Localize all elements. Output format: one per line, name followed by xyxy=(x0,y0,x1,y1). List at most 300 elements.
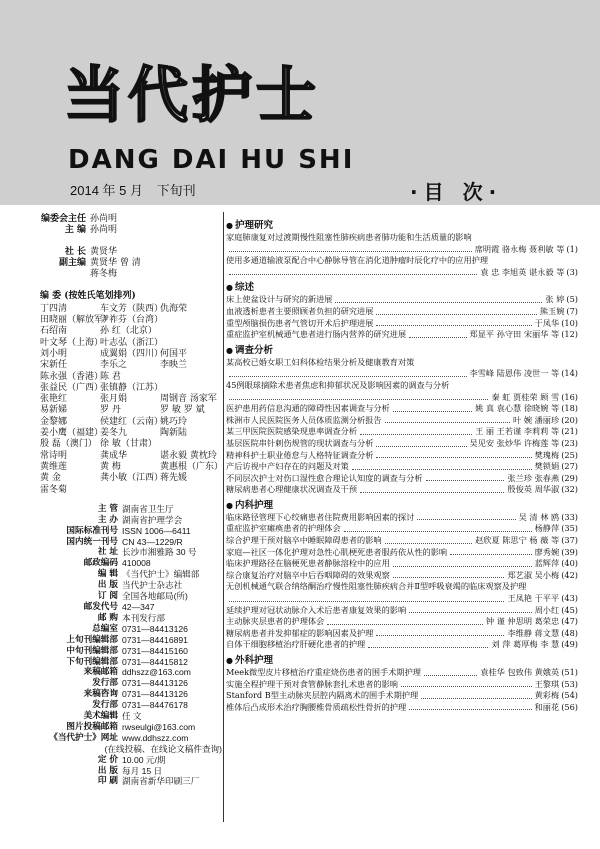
article-title: 基层医院串针刺伤规管的现状调查与分析 xyxy=(226,437,374,448)
editor-name: 姜冬九 xyxy=(100,428,128,439)
leader-dots xyxy=(409,329,466,338)
article-authors: 廖秀婉 xyxy=(534,546,560,557)
publisher-row xyxy=(40,733,222,744)
publisher-row xyxy=(40,711,222,722)
publisher-row xyxy=(40,602,222,613)
article-page: (14) xyxy=(561,368,578,379)
publisher-value: 10.00 元/期 xyxy=(122,754,166,765)
toc-section-heading: ● 外科护理 xyxy=(226,654,578,667)
publisher-value: 湖南省卫生厅 xyxy=(122,503,174,514)
editor-name: 陶新陆 xyxy=(160,428,188,439)
toc-article-row[interactable] xyxy=(226,535,578,547)
toc-article-authors-row[interactable] xyxy=(226,244,578,256)
publisher-row xyxy=(40,613,222,624)
publisher-row xyxy=(40,766,222,777)
toc-article-row[interactable] xyxy=(226,667,578,679)
editor-name: 罗 敏 罗 斌 xyxy=(160,405,205,416)
article-title: 无创机械通气联合纳络酮治疗慢性阻塞性肺疾病合并Ⅱ型呼吸衰竭的临床观察及护理 xyxy=(226,581,527,592)
article-page: (10) xyxy=(561,317,578,328)
publisher-row xyxy=(40,667,222,678)
article-page: (53) xyxy=(561,678,578,689)
publisher-info xyxy=(40,504,222,788)
toc-article-title-row[interactable] xyxy=(226,380,578,392)
publisher-label xyxy=(40,744,105,755)
publisher-row xyxy=(40,700,222,711)
publisher-label: 社 址 xyxy=(97,547,118,558)
leader-dots xyxy=(376,306,536,315)
article-authors: 席明霞 骆永梅 聂利敏 等 xyxy=(474,243,565,254)
leader-dots xyxy=(376,450,531,459)
publisher-value: 《当代护士》编辑部 xyxy=(122,569,200,580)
editor-name: 宋新任 xyxy=(40,360,68,371)
masthead-row xyxy=(40,225,222,236)
editor-name: 易新娣 xyxy=(40,405,68,416)
toc-article-row[interactable] xyxy=(226,484,578,496)
article-page: (18) xyxy=(561,403,578,414)
article-title: 家庭—社区一体化护理对急性心肌梗死患者服药依从性的影响 xyxy=(226,546,448,557)
editor-name xyxy=(160,315,218,326)
editor-name: 石绍南 xyxy=(40,326,68,337)
publisher-row xyxy=(40,526,222,537)
publisher-row xyxy=(40,547,222,558)
editor-name xyxy=(100,485,158,496)
toc-section-heading: ● 内科护理 xyxy=(226,499,578,512)
publisher-label: 主 办 xyxy=(97,514,118,525)
article-title: 自体干细胞移植治疗肝硬化患者的护理 xyxy=(226,639,366,650)
toc-article-row[interactable] xyxy=(226,403,578,415)
article-page: (33) xyxy=(561,511,578,522)
toc-article-row[interactable] xyxy=(226,558,578,570)
editors-title: 编 委 (按姓氏笔划排列) xyxy=(40,291,136,302)
editor-name: 龚小敏（江西） xyxy=(100,473,164,484)
leader-dots xyxy=(424,667,477,676)
chair-name: 孙尚明 xyxy=(90,214,118,224)
article-page: (45) xyxy=(561,604,578,615)
article-authors: 吴 清 林 鸥 xyxy=(518,511,560,522)
publisher-row xyxy=(40,624,222,635)
leader-dots xyxy=(229,593,504,602)
publisher-value: 0731—84413126 xyxy=(122,623,188,634)
publisher-value: 0731—84415812 xyxy=(122,656,188,667)
editor-name: 黄 梅 xyxy=(100,461,121,472)
publisher-value: 42—347 xyxy=(122,601,155,612)
toc-article-row[interactable] xyxy=(226,450,578,462)
article-page: (5) xyxy=(566,294,578,305)
publisher-label: 印 刷 xyxy=(97,776,118,787)
editor-name: 谌永毅 黄枕玲 xyxy=(160,450,217,461)
publisher-row xyxy=(40,689,222,700)
toc-article-authors-row[interactable] xyxy=(226,392,578,404)
publisher-value: 湖南省护理学会 xyxy=(122,514,183,525)
article-page: (56) xyxy=(561,701,578,712)
article-title: 45例眼球摘除术患者焦虑和抑郁状况及影响因素的调查与分析 xyxy=(226,379,450,390)
leader-dots xyxy=(393,558,532,567)
article-authors: 张兰珍 张春燕 xyxy=(507,472,560,483)
editor-name: 雷冬菊 xyxy=(40,484,68,495)
article-title: 延续护理对冠状动脉介入术后患者康复效果的影响 xyxy=(226,604,407,615)
masthead-row xyxy=(40,269,222,280)
publisher-label: 国内统一刊号 xyxy=(66,536,118,547)
editor-name xyxy=(160,372,218,383)
leader-dots xyxy=(368,639,488,648)
article-title: Stanford B型主动脉夹层腔内隔离术的围手术期护理 xyxy=(226,690,419,701)
article-authors: 张 婷 xyxy=(545,294,565,305)
article-page: (54) xyxy=(561,690,578,701)
publisher-row xyxy=(40,657,222,668)
toc-section-heading: ● 护理研究 xyxy=(226,219,578,232)
publisher-label: 邮发代号 xyxy=(83,601,118,612)
publisher-label: 总编室 xyxy=(92,623,118,634)
editor-name: 陈永强（香港） xyxy=(40,371,104,382)
leader-dots xyxy=(409,605,531,614)
leader-dots xyxy=(335,294,542,303)
masthead-row xyxy=(40,247,222,258)
editor-label: 主 编 xyxy=(64,225,86,236)
article-page: (35) xyxy=(561,523,578,534)
article-page: (7) xyxy=(566,305,578,316)
editor-name: 陈 君 xyxy=(100,371,121,382)
article-authors: 杨静萍 xyxy=(534,523,560,534)
publisher-label: 邮 购 xyxy=(97,612,118,623)
publisher-label: 出 版 xyxy=(97,580,118,591)
article-title: 精神科护士职业倦怠与人格特征调查分析 xyxy=(226,449,374,460)
publisher-row xyxy=(40,537,222,548)
editor-name xyxy=(160,439,218,450)
article-title: 主动脉夹层患者的护理体会 xyxy=(226,616,325,627)
article-page: (20) xyxy=(561,414,578,425)
article-page: (21) xyxy=(561,426,578,437)
leader-dots xyxy=(376,438,466,447)
contents-heading-label: 目 次 xyxy=(423,180,489,204)
article-authors: 姚 真 袁心慧 徐晓婉 等 xyxy=(475,403,560,414)
article-title: 实施全程护理干预对食管静脉套扎术患者的影响 xyxy=(226,678,398,689)
toc-section-heading: ● 调查分析 xyxy=(226,344,578,357)
article-authors: 和丽花 xyxy=(534,701,560,712)
editor-name: 罗 丹 xyxy=(100,405,121,416)
publisher-row xyxy=(40,569,222,580)
article-page: (51) xyxy=(561,667,578,677)
article-page: (25) xyxy=(561,449,578,460)
toc-article-row[interactable] xyxy=(226,294,578,306)
journal-title-cn: 当代护士 xyxy=(64,61,320,131)
toc-article-row[interactable] xyxy=(226,473,578,485)
article-authors: 郑艺淑 吴小梅 xyxy=(507,569,560,580)
article-page: (29) xyxy=(561,472,578,483)
article-page: (12) xyxy=(561,329,578,340)
editor-name: 李映兰 xyxy=(160,360,188,371)
article-title: 重症监护室瘫痪患者的护理体会 xyxy=(226,523,341,534)
publisher-value: 410008 xyxy=(122,558,151,569)
article-authors: 蓝辉萍 xyxy=(534,558,560,569)
article-title: 重症监护室机械通气患者进行肠内营养的研究进展 xyxy=(226,329,407,340)
publisher-value: 全国各地邮局(所) xyxy=(122,591,188,602)
leader-dots xyxy=(385,535,473,544)
issue-info xyxy=(70,184,206,197)
publisher-row xyxy=(40,591,222,602)
vice-editor-label: 副主编 xyxy=(58,257,86,268)
column-divider xyxy=(223,212,224,822)
toc-article-row[interactable] xyxy=(226,523,578,535)
article-page: (39) xyxy=(561,546,578,557)
toc-article-row[interactable] xyxy=(226,461,578,473)
toc-article-row[interactable] xyxy=(226,438,578,450)
publisher-label: 出 版 xyxy=(97,765,118,776)
publisher-row xyxy=(40,558,222,569)
article-title: 糖尿病患者并发抑郁症的影响因素及护理 xyxy=(226,627,374,638)
editor-name: 张艳红 xyxy=(40,394,68,405)
toc-article-row[interactable] xyxy=(226,690,578,702)
article-title: 株洲市人民医院医务人员体质监测分析报告 xyxy=(226,414,382,425)
article-title: 产后访视中产妇存在的问题及对策 xyxy=(226,461,349,472)
article-authors: 李雪峰 陆恩伟 凌世一 等 xyxy=(469,368,560,379)
editor-name: 叶文琴（上海） xyxy=(40,337,104,348)
publisher-value: 任 文 xyxy=(122,711,142,722)
leader-dots xyxy=(327,616,483,625)
president-name: 黄贤华 xyxy=(90,246,118,257)
publisher-label: 订 阅 xyxy=(97,591,118,602)
publisher-label: 美术编辑 xyxy=(83,711,118,722)
toc-section-heading: ● 综述 xyxy=(226,281,578,294)
editor-name: 孙 红（北京） xyxy=(100,326,157,337)
article-title: 临床路径管理下心绞痛患者住院费用影响因素的探讨 xyxy=(226,511,415,522)
editor-name: 周钢音 汤家军 xyxy=(160,394,217,405)
toc-article-title-row[interactable] xyxy=(226,232,578,244)
issue-date: 2014 年 5 月 xyxy=(70,183,143,198)
publisher-label: 编 辑 xyxy=(97,569,118,580)
toc-article-title-row[interactable] xyxy=(226,255,578,267)
publisher-label: 《当代护士》网址 xyxy=(49,732,118,743)
leader-dots xyxy=(417,512,515,521)
article-authors: 王凤艳 于平平 xyxy=(507,593,560,604)
article-page: (47) xyxy=(561,616,578,627)
article-title: 临床护理路径在脑梗死患者静脉溶栓中的应用 xyxy=(226,558,390,569)
issue-type: 下旬刊 xyxy=(156,183,196,198)
publisher-row xyxy=(40,580,222,591)
article-page: (48) xyxy=(561,627,578,638)
editor-name: 徐 敏（甘肃） xyxy=(100,439,157,450)
leader-dots xyxy=(376,318,531,327)
publisher-label: 图片投稿邮箱 xyxy=(66,721,118,732)
publisher-value: 湖南省新华印刷三厂 xyxy=(122,776,200,787)
article-page: (32) xyxy=(561,484,578,495)
publisher-row xyxy=(40,744,222,755)
editor-name: 龚成华 xyxy=(100,450,128,461)
article-page: (23) xyxy=(561,437,578,448)
publisher-row xyxy=(40,504,222,515)
editor-name xyxy=(160,383,218,394)
publisher-value: 0731—84413126 xyxy=(122,678,188,689)
publisher-value: ddhszz@163.com xyxy=(122,667,191,678)
editor-name: 李乐之 xyxy=(100,360,128,371)
toc-article-row[interactable] xyxy=(226,512,578,524)
toc-article-row[interactable] xyxy=(226,679,578,691)
article-title: 不同层次护士对伤口湿性愈合理论认知度的调查与分析 xyxy=(226,472,423,483)
publisher-value: 0731—84415160 xyxy=(122,645,188,656)
editor-name: 张益民（广西） xyxy=(40,382,104,393)
president-label: 社 长 xyxy=(64,246,86,257)
editor-name: 侯建红（云南） xyxy=(100,416,164,427)
editor-name xyxy=(160,485,218,496)
editor-name xyxy=(160,326,218,337)
toc-article-row[interactable] xyxy=(226,426,578,438)
article-page: (3) xyxy=(566,266,578,277)
toc-article-row[interactable] xyxy=(226,616,578,628)
table-of-contents xyxy=(226,216,578,713)
article-authors: 王黎琪 xyxy=(534,678,560,689)
editor-name: 车文芳（陕西） xyxy=(100,303,164,314)
editor-name: 张镇静（江苏） xyxy=(100,382,164,393)
article-title: 综合康复治疗对脑卒中后吞咽障碍的效果观察 xyxy=(226,569,390,580)
toc-article-row[interactable] xyxy=(226,570,578,582)
publisher-value: 本刊发行部 xyxy=(122,612,165,623)
article-authors: 樊锁娟 xyxy=(534,461,560,472)
toc-article-title-row[interactable] xyxy=(226,581,578,593)
editors-list xyxy=(40,304,222,496)
vice-editor-names: 黄贤华 曾 清 xyxy=(90,257,141,268)
leader-dots xyxy=(421,690,531,699)
article-title: 重型颅脑损伤患者气管切开术后护理进展 xyxy=(226,317,374,328)
editor-name xyxy=(160,338,218,349)
toc-article-row[interactable] xyxy=(226,605,578,617)
publisher-value: 当代护士杂志社 xyxy=(122,580,183,591)
toc-article-row[interactable] xyxy=(226,415,578,427)
editor-name: 黄 金 xyxy=(40,473,61,484)
editor-name: 蒋先媛 xyxy=(160,473,188,484)
publisher-value: 每月 15 日 xyxy=(122,765,163,776)
article-authors: 袁 忠 李旭英 谌永毅 等 xyxy=(480,266,565,277)
editor-name: 黄维莲 xyxy=(40,461,68,472)
article-authors: 钟 谨 仲思明 葛荣忠 xyxy=(485,616,560,627)
publisher-row xyxy=(40,635,222,646)
article-title: 家庭肺康复对过渡期慢性阻塞性肺疾病患者肺功能和生活质量的影响 xyxy=(226,232,472,242)
article-authors: 刘 萍 葛厚梅 李 慧 xyxy=(491,639,560,650)
leader-dots xyxy=(450,547,532,556)
leader-dots xyxy=(229,267,477,276)
masthead-row xyxy=(40,258,222,269)
article-title: 某三甲医院医院感染现患率调查分析 xyxy=(226,426,358,437)
publisher-row xyxy=(40,646,222,657)
article-authors: 叶 婉 潘丽珍 xyxy=(513,414,560,425)
leader-dots xyxy=(401,679,532,688)
editor-name: 姚巧玲 xyxy=(160,416,188,427)
article-authors: 殷俊英 周华淑 xyxy=(507,484,560,495)
article-page: (43) xyxy=(561,593,578,604)
publisher-label: 发行部 xyxy=(92,678,118,689)
article-title: 医护患用药信息沟通的障碍性因素调查与分析 xyxy=(226,403,390,414)
toc-article-authors-row[interactable] xyxy=(226,593,578,605)
publisher-value: CN 43—1229/R xyxy=(122,536,183,547)
editor-name: 黄惠根（广东） xyxy=(160,461,224,472)
leader-dots xyxy=(393,570,505,579)
editor-name: 殷 磊（澳门） xyxy=(40,439,97,450)
leader-dots xyxy=(360,426,472,435)
toc-article-row[interactable] xyxy=(226,547,578,559)
editor-name: 田晓丽（解放军） xyxy=(40,315,113,326)
publisher-label: 上旬刊编辑部 xyxy=(66,634,118,645)
toc-article-row[interactable] xyxy=(226,628,578,640)
article-page: (42) xyxy=(561,569,578,580)
article-authors: 李维静 蒋文慧 xyxy=(507,627,560,638)
leader-dots xyxy=(393,403,472,412)
article-authors: 吴见安 张炒华 许梅莲 等 xyxy=(469,437,560,448)
editor-name: 刘小明 xyxy=(40,348,68,359)
publisher-label: 来稿咨询 xyxy=(83,689,118,700)
publisher-value: rwseulgi@163.com xyxy=(122,721,196,732)
article-page: (49) xyxy=(561,639,578,650)
article-authors: 熊玉婉 xyxy=(539,305,565,316)
publisher-row xyxy=(40,678,222,689)
publisher-value: (在线投稿、在线论文稿件查询) xyxy=(104,743,222,754)
publisher-label: 中旬刊编辑部 xyxy=(66,645,118,656)
editor-name: 何国平 xyxy=(160,348,188,359)
publisher-value: www.ddhszz.com xyxy=(122,732,189,743)
toc-article-authors-row[interactable] xyxy=(226,267,578,279)
publisher-row xyxy=(40,722,222,733)
article-title: 糖尿病患者心理健康状况调查及干预 xyxy=(226,484,358,495)
toc-article-title-row[interactable] xyxy=(226,357,578,369)
article-authors: 周小红 xyxy=(534,604,560,615)
leader-dots xyxy=(409,702,531,711)
publisher-row xyxy=(40,515,222,526)
article-authors: 赵欣夏 陈思宁 杨 薇 等 xyxy=(475,535,560,546)
toc-article-row[interactable] xyxy=(226,702,578,714)
editor-name: 尹祚芬（台湾） xyxy=(100,315,164,326)
editor-name: 姜小鹰（福建） xyxy=(40,428,104,439)
publisher-value: 0731—84416891 xyxy=(122,634,188,645)
leader-dots xyxy=(229,392,488,401)
publisher-label: 主 管 xyxy=(97,503,118,514)
article-title: 床上使盆设计与研究的新进展 xyxy=(226,294,333,305)
toc-article-row[interactable] xyxy=(226,306,578,318)
article-authors: 黄彩梅 xyxy=(534,690,560,701)
leader-dots xyxy=(344,523,532,532)
toc-article-row[interactable] xyxy=(226,639,578,651)
toc-article-authors-row[interactable] xyxy=(226,368,578,380)
article-page: (40) xyxy=(561,558,578,569)
article-authors: 袁桂华 包致伟 黄娥英 xyxy=(480,667,560,677)
leader-dots xyxy=(426,473,505,482)
vice-editor-names-2: 蒋冬梅 xyxy=(90,269,118,280)
editor-name: 叶志弘（浙江） xyxy=(100,337,164,348)
publisher-row xyxy=(40,755,222,766)
article-authors: 樊瑰梅 xyxy=(534,449,560,460)
editor-name: 金黎娜 xyxy=(40,416,68,427)
article-authors: 于凤华 xyxy=(534,317,560,328)
chair-label: 编委会主任 xyxy=(40,214,86,224)
leader-dots xyxy=(229,368,467,377)
editor-name: 仇海荣 xyxy=(160,303,188,314)
leader-dots xyxy=(376,628,504,637)
publisher-value: ISSN 1006—6411 xyxy=(122,525,191,536)
article-authors: 郑显平 孙守田 宋丽华 等 xyxy=(469,329,560,340)
publisher-value: 0731—84413126 xyxy=(122,689,188,700)
toc-article-row[interactable] xyxy=(226,318,578,330)
publisher-label: 国际标准刊号 xyxy=(66,525,118,536)
publisher-value: 0731—84476178 xyxy=(122,700,188,711)
article-page: (37) xyxy=(561,535,578,546)
leader-dots xyxy=(385,415,510,424)
leader-dots xyxy=(360,484,504,493)
article-title: 使用多通道输液泵配合中心静脉导管在消化道肿瘤时辰化疗中的应用护理 xyxy=(226,255,489,266)
toc-article-row[interactable] xyxy=(226,329,578,341)
publisher-label: 发行部 xyxy=(92,700,118,711)
editor-name: 孙尚明 xyxy=(90,225,118,236)
editor-name: 成翼娟（四川） xyxy=(100,348,164,359)
article-page: (16) xyxy=(561,391,578,402)
publisher-label: 邮政编码 xyxy=(83,558,118,569)
contents-heading xyxy=(410,182,502,202)
publisher-label: 定 价 xyxy=(97,754,118,765)
